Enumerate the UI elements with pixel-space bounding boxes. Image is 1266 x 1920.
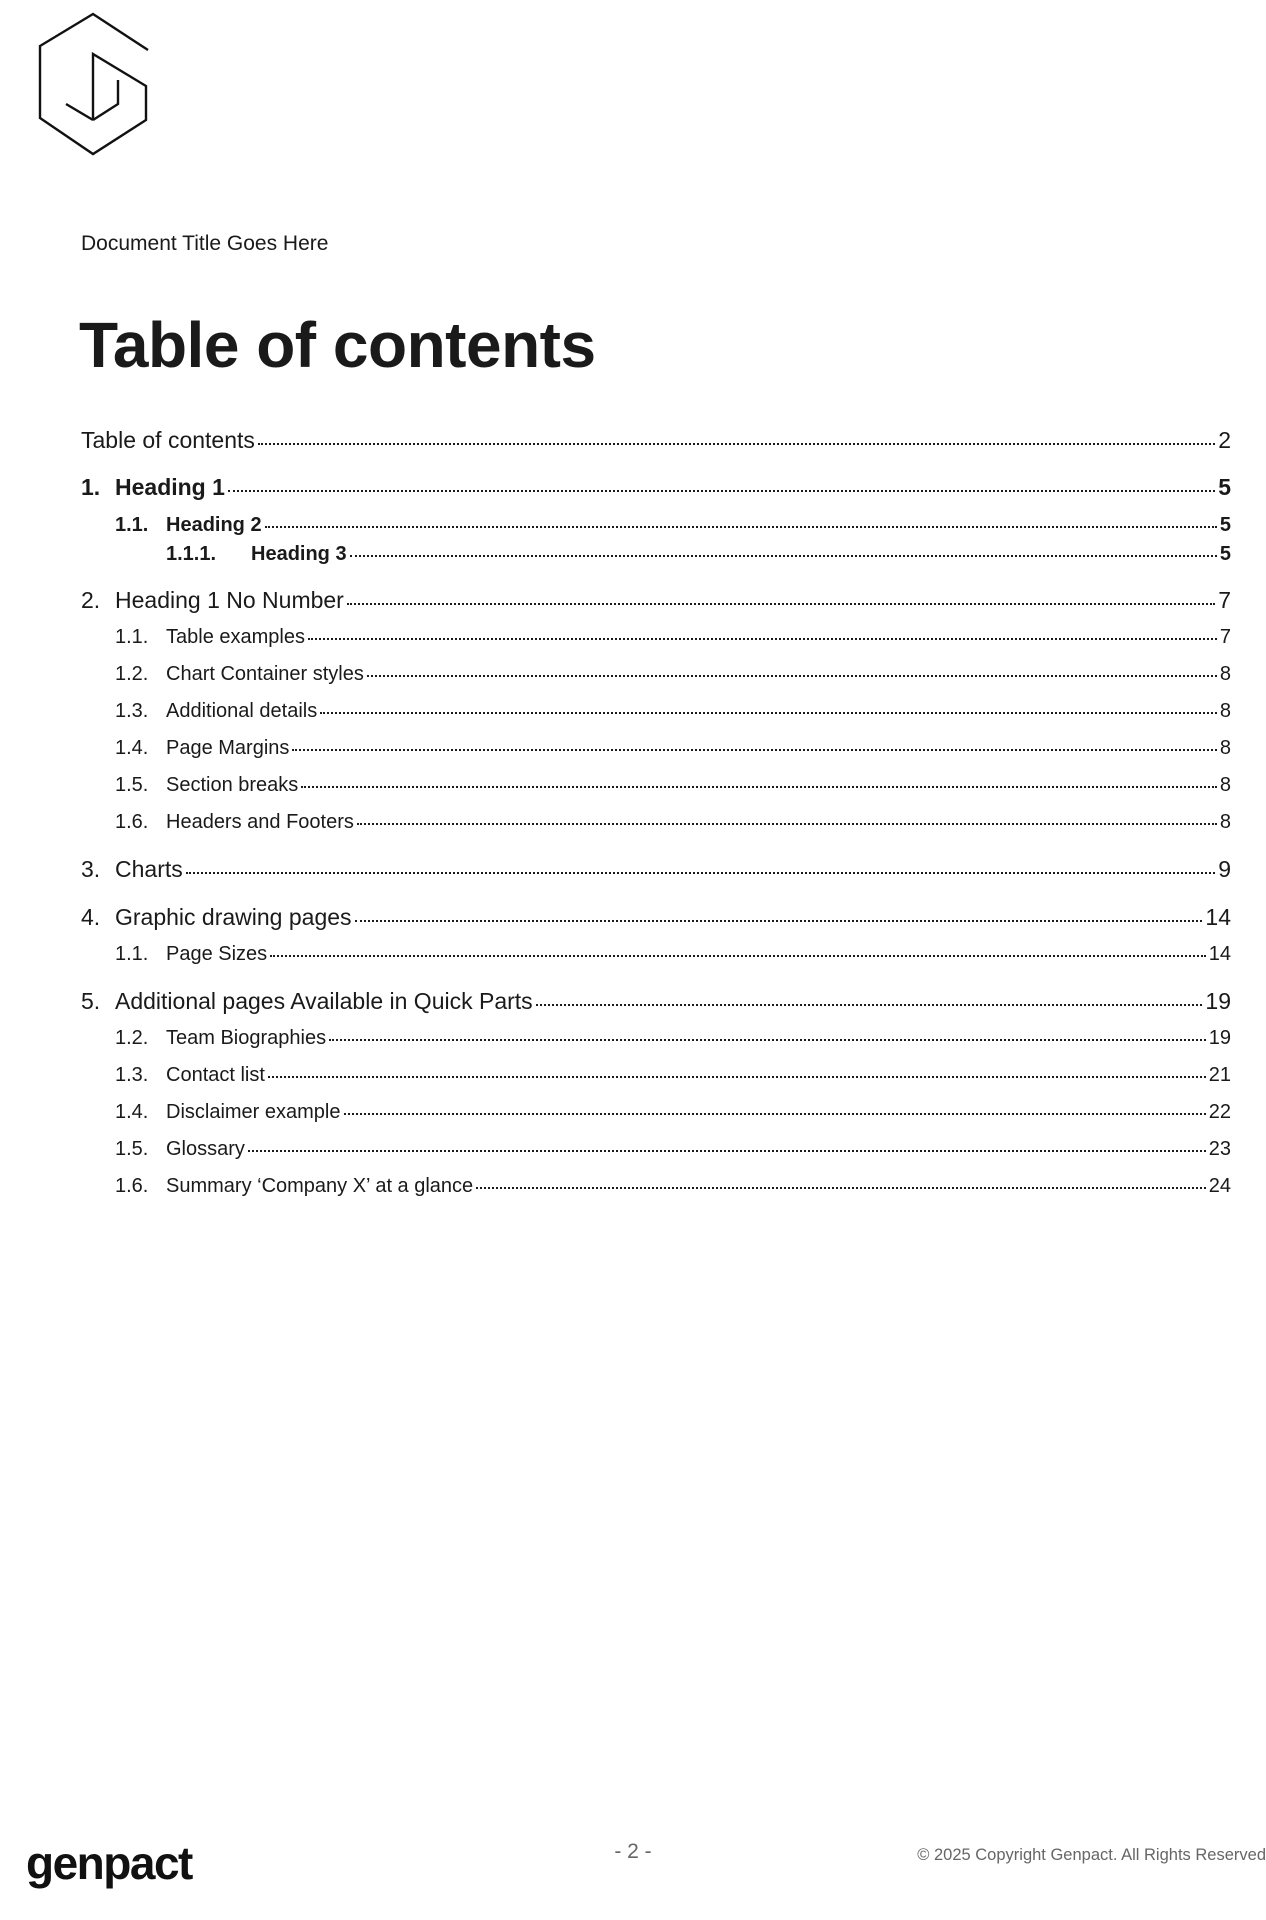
toc-entry[interactable] — [115, 626, 1231, 649]
toc-entry-number: 1.4. — [115, 1101, 149, 1123]
toc-entry-page: 5 — [1219, 543, 1231, 565]
toc-entry-page: 8 — [1219, 811, 1231, 833]
toc-entry-text: Additional details — [166, 700, 318, 722]
toc-leader — [228, 490, 1215, 492]
toc-entry-number: 1.2. — [115, 1027, 149, 1049]
toc-entry-text: Table of contents — [81, 427, 255, 453]
toc-entry-text: Contact list — [166, 1064, 265, 1086]
toc-entry[interactable] — [115, 663, 1231, 686]
toc-entry-text: Glossary — [166, 1138, 245, 1160]
toc-entry[interactable] — [115, 1064, 1231, 1087]
toc-entry[interactable] — [81, 904, 1231, 931]
toc-entry-page: 19 — [1205, 988, 1231, 1014]
toc-entry-page: 5 — [1219, 514, 1231, 536]
toc-leader — [367, 675, 1217, 677]
toc-entry-page: 7 — [1219, 626, 1231, 648]
toc-entry[interactable] — [115, 811, 1231, 834]
toc-entry[interactable] — [115, 737, 1231, 760]
toc-entry-number: 1.6. — [115, 811, 149, 833]
toc-entry[interactable] — [115, 1138, 1231, 1161]
toc-entry-number: 2. — [81, 587, 101, 613]
toc-leader — [536, 1004, 1203, 1006]
toc-leader — [308, 638, 1217, 640]
toc-leader — [329, 1039, 1206, 1041]
toc-entry-page: 7 — [1218, 587, 1231, 613]
toc-entry-page: 24 — [1208, 1175, 1231, 1197]
toc-entry-page: 14 — [1205, 904, 1231, 930]
footer-copyright: © 2025 Copyright Genpact. All Rights Reserved — [917, 1846, 1266, 1864]
cube-logo-icon — [36, 10, 152, 158]
toc-entry[interactable] — [115, 1101, 1231, 1124]
toc-entry-page: 21 — [1208, 1064, 1231, 1086]
toc-leader — [270, 955, 1206, 957]
toc-entry[interactable] — [166, 543, 1231, 566]
toc-entry-page: 9 — [1218, 856, 1231, 882]
toc-entry-page: 5 — [1218, 474, 1231, 500]
toc-entry[interactable] — [115, 700, 1231, 723]
document-title: Document Title Goes Here — [81, 232, 329, 255]
toc-entry-text: Heading 2 — [166, 514, 262, 536]
toc-entry[interactable] — [115, 774, 1231, 797]
toc-entry-number: 1.6. — [115, 1175, 149, 1197]
toc-entry-number: 1.1. — [115, 514, 149, 536]
toc-entry-text: Heading 1 — [115, 474, 225, 500]
toc-entry-text: Headers and Footers — [166, 811, 354, 833]
toc-entry-page: 23 — [1208, 1138, 1231, 1160]
toc-entry-page: 19 — [1208, 1027, 1231, 1049]
toc-leader — [292, 749, 1216, 751]
toc-entry-number: 1.5. — [115, 774, 149, 796]
toc-entry-number: 3. — [81, 856, 101, 882]
toc-entry[interactable] — [115, 514, 1231, 537]
toc-entry-page: 14 — [1208, 943, 1231, 965]
toc-leader — [344, 1113, 1206, 1115]
toc-entry-page: 8 — [1219, 700, 1231, 722]
toc-leader — [347, 603, 1215, 605]
toc-entry-text: Disclaimer example — [166, 1101, 341, 1123]
toc-leader — [476, 1187, 1206, 1189]
toc-leader — [248, 1150, 1206, 1152]
toc-entry-text: Table examples — [166, 626, 305, 648]
toc-leader — [268, 1076, 1206, 1078]
toc-entry[interactable] — [81, 988, 1231, 1015]
toc-entry-page: 2 — [1218, 427, 1231, 453]
toc-entry-number: 4. — [81, 904, 101, 930]
toc-entry[interactable] — [115, 943, 1231, 966]
toc-entry-text: Page Sizes — [166, 943, 268, 965]
toc-entry-number: 1. — [81, 474, 101, 500]
toc-entry-number: 1.3. — [115, 1064, 149, 1086]
genpact-logo: genpact — [26, 1837, 192, 1889]
toc-leader — [350, 555, 1217, 557]
toc-entry-number: 1.4. — [115, 737, 149, 759]
toc-leader — [355, 920, 1203, 922]
toc-entry-number: 1.1.1. — [166, 543, 217, 565]
toc-leader — [258, 443, 1215, 445]
toc-entry-text: Additional pages Available in Quick Parts — [115, 988, 533, 1014]
toc-entry-text: Summary ‘Company X’ at a glance — [166, 1175, 474, 1197]
toc-entry-text: Team Biographies — [166, 1027, 327, 1049]
toc-entry-text: Page Margins — [166, 737, 290, 759]
footer-page-number: - 2 - — [614, 1840, 652, 1863]
toc-entry-page: 22 — [1208, 1101, 1231, 1123]
toc-leader — [265, 526, 1217, 528]
toc-entry-number: 1.2. — [115, 663, 149, 685]
toc-entry-number: 1.1. — [115, 943, 149, 965]
toc-entry-text: Section breaks — [166, 774, 299, 796]
toc-leader — [301, 786, 1217, 788]
toc-entry-text: Graphic drawing pages — [115, 904, 352, 930]
toc-leader — [186, 872, 1215, 874]
toc-entry-page: 8 — [1219, 663, 1231, 685]
toc-entry[interactable] — [81, 474, 1231, 501]
toc-entry-text: Heading 3 — [251, 543, 347, 565]
toc-entry[interactable] — [115, 1027, 1231, 1050]
toc-entry[interactable] — [115, 1175, 1231, 1198]
toc-entry[interactable] — [81, 856, 1231, 883]
toc-entry-number: 1.3. — [115, 700, 149, 722]
toc-leader — [320, 712, 1217, 714]
toc-entry-page: 8 — [1219, 774, 1231, 796]
toc-entry[interactable] — [81, 427, 1231, 454]
toc-entry-text: Heading 1 No Number — [115, 587, 344, 613]
toc-entry-text: Charts — [115, 856, 183, 882]
toc-entry-number: 1.5. — [115, 1138, 149, 1160]
toc-entry-number: 5. — [81, 988, 101, 1014]
toc-leader — [357, 823, 1217, 825]
toc-entry[interactable] — [81, 587, 1231, 614]
page-title: Table of contents — [79, 309, 596, 381]
toc-entry-text: Chart Container styles — [166, 663, 364, 685]
toc-entry-number: 1.1. — [115, 626, 149, 648]
toc-entry-page: 8 — [1219, 737, 1231, 759]
